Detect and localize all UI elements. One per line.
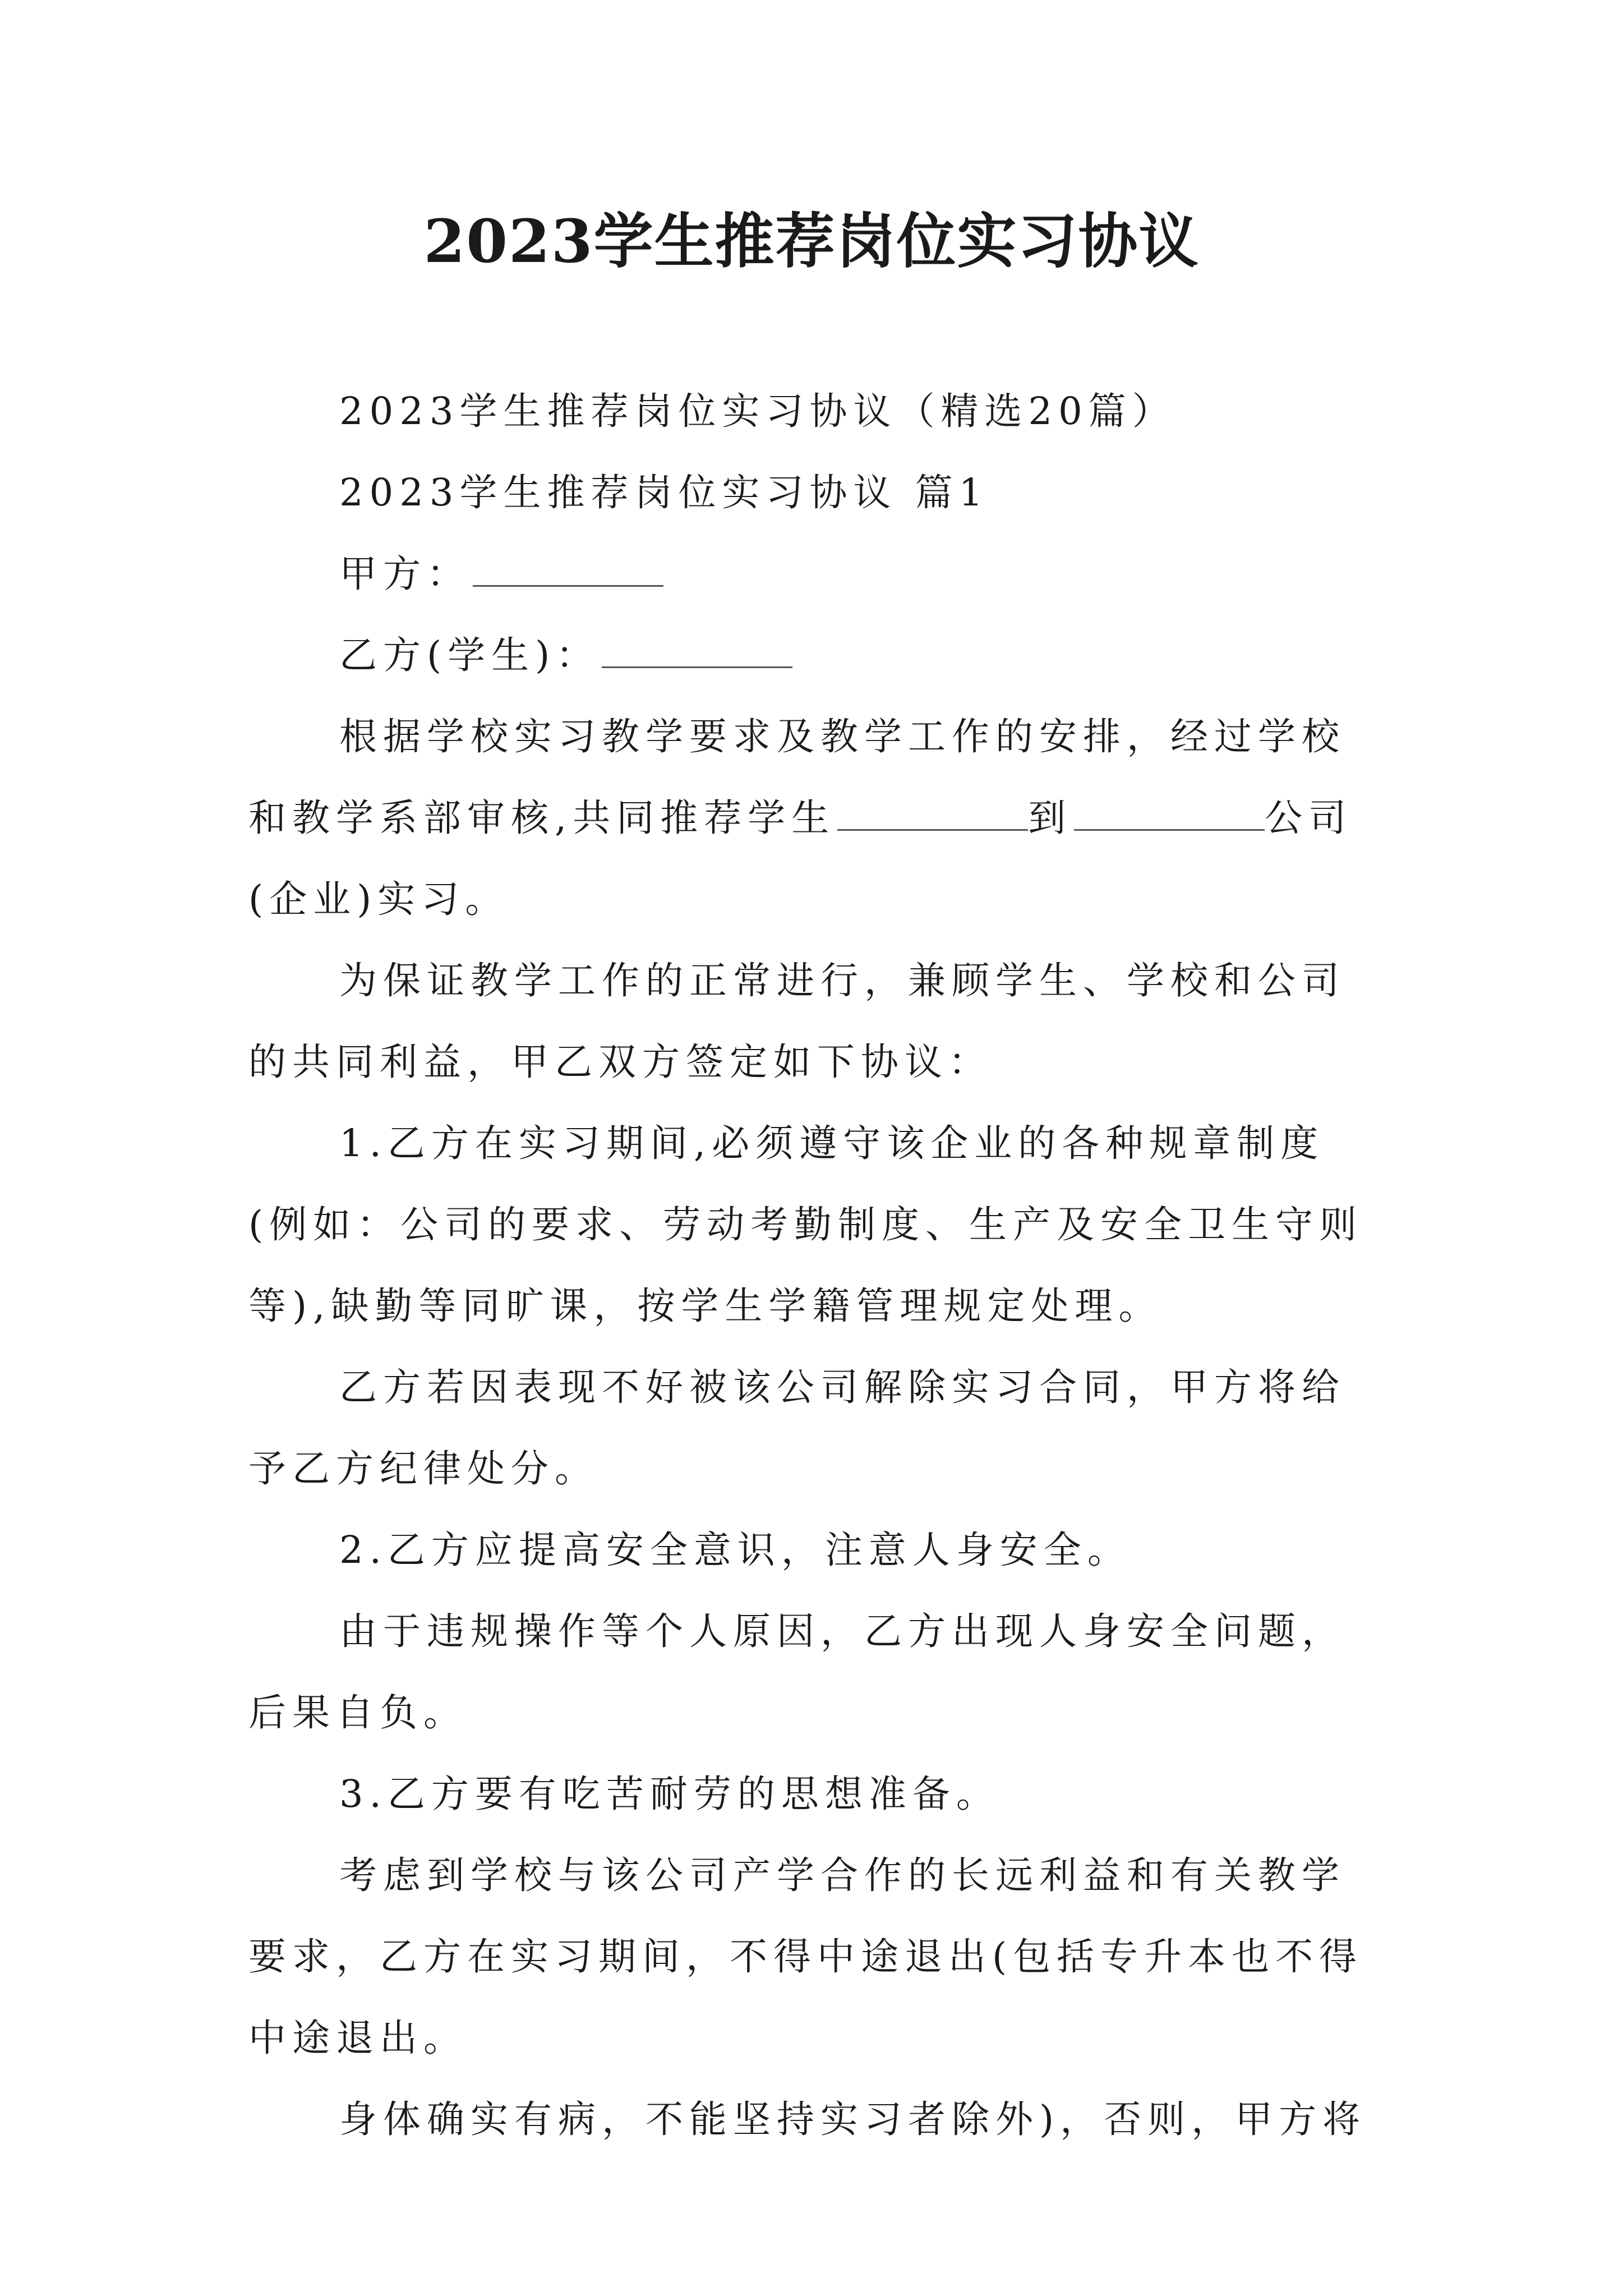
recommend-text-2: 到 — [1028, 796, 1072, 840]
clause-2-note: 由于违规操作等个人原因，乙方出现人身安全问题，后果自负。 — [248, 1609, 1345, 1734]
party-b-blank — [602, 634, 792, 668]
party-a-label: 甲方： — [339, 552, 471, 596]
party-b-label: 乙方(学生)： — [339, 633, 600, 677]
clause-1: 1.乙方在实习期间,必须遵守该企业的各种规章制度(例如：公司的要求、劳动考勤制度、生产及安全卫生守则等),缺勤等同旷课，按学生学籍管理规定处理。 — [248, 1121, 1363, 1328]
recommend-text-3: 公司(企业)实习。 — [248, 796, 1353, 921]
clause-3: 3.乙方要有吃苦耐劳的思想准备。 — [339, 1772, 1000, 1816]
article-heading: 2023学生推荐岗位实习协议 篇1 — [339, 471, 989, 514]
clause-3-note: 考虑到学校与该公司产学合作的长远利益和有关教学要求，乙方在实习期间，不得中途退出(包括专升本也不得中途退出。 — [248, 1853, 1363, 2060]
purpose-paragraph: 为保证教学工作的正常进行，兼顾学生、学校和公司的共同利益，甲乙双方签定如下协议： — [248, 959, 1345, 1084]
clause-3-note-continued: 身体确实有病，不能坚持实习者除外)，否则，甲方将 — [339, 2097, 1367, 2141]
party-a-line — [248, 533, 1387, 615]
recommend-paragraph — [248, 696, 1387, 940]
document-title: 2023学生推荐岗位实习协议 — [423, 206, 1200, 276]
company-name-blank — [1074, 797, 1265, 831]
party-b-line — [248, 615, 1387, 696]
recommend-text-1: 根据学校实习教学要求及教学工作的安排，经过学校和教学系部审核,共同推荐学生 — [248, 715, 1345, 840]
party-a-blank — [473, 553, 663, 587]
clause-1-note: 乙方若因表现不好被该公司解除实习合同，甲方将给予乙方纪律处分。 — [248, 1365, 1345, 1490]
document-body — [248, 371, 1387, 2160]
clause-2: 2.乙方应提高安全意识，注意人身安全。 — [339, 1528, 1131, 1572]
student-name-blank — [837, 797, 1028, 831]
subtitle-paragraph: 2023学生推荐岗位实习协议（精选20篇） — [339, 389, 1176, 433]
